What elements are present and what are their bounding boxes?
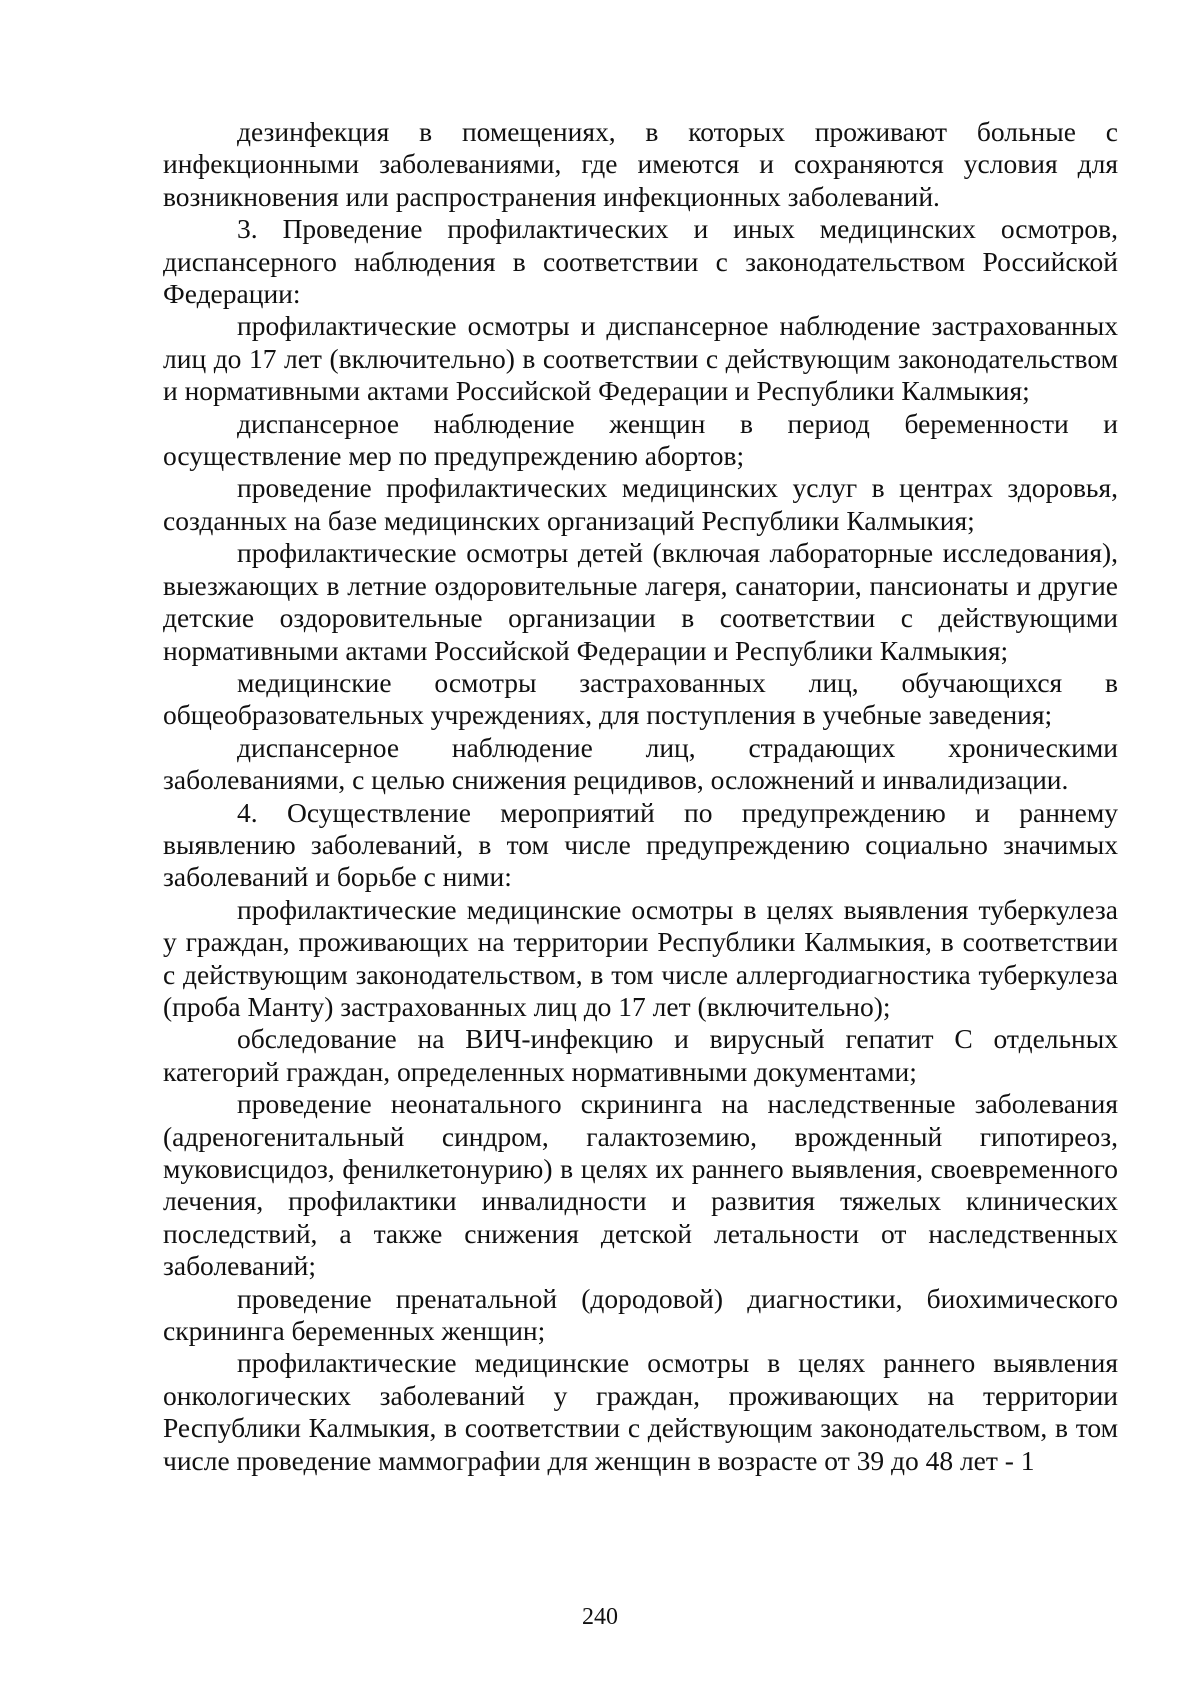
paragraph-prenatal-diagnostics: проведение пренатальной (дородовой) диагностики, биохимического скрининга беременных женщин; [163, 1282, 1118, 1347]
paragraph-oncology-exams: профилактические медицинские осмотры в целях раннего выявления онкологических заболеваний у граждан, проживающих на территории Республики Калмыкия, в соответствии с действующим законодательством, в том числе проведение маммографии для женщин в возрасте от 39 до 48 лет - 1 [163, 1347, 1118, 1476]
paragraph-hiv-hepatitis: обследование на ВИЧ-инфекцию и вирусный гепатит С отдельных категорий граждан, определенных нормативными документами; [163, 1023, 1118, 1087]
paragraph-health-centers: проведение профилактических медицинских услуг в центрах здоровья, созданных на базе медицинских организаций Республики Калмыкия; [163, 472, 1118, 536]
paragraph-section-4-heading: 4. Осуществление мероприятий по предупреждению и раннему выявлению заболеваний, в том числе предупреждению социально значимых заболеваний и борьбе с ними: [163, 796, 1118, 893]
paragraph-pregnancy-observation: диспансерное наблюдение женщин в период беременности и осуществление мер по предупреждению абортов; [163, 407, 1118, 472]
paragraph-children-camps-exams: профилактические осмотры детей (включая лабораторные исследования), выезжающих в летние оздоровительные лагеря, санатории, пансионаты и другие детские оздоровительные организации в соответствии с действующими нормативными актами Российской Федерации и Республики Калмыкия; [163, 537, 1118, 666]
page-number: 240 [582, 1604, 618, 1630]
paragraph-tuberculosis-exams: профилактические медицинские осмотры в целях выявления туберкулеза у граждан, проживающих на территории Республики Калмыкия, в соответствии с действующим законодательством, в том числе аллергодиагностика туберкулеза (проба Манту) застрахованных лиц до 17 лет (включительно); [163, 893, 1118, 1022]
paragraph-disinfection: дезинфекция в помещениях, в которых проживают больные с инфекционными заболеваниями, где имеются и сохраняются условия для возникновения или распространения инфекционных заболеваний. [163, 116, 1118, 212]
paragraph-section-3-heading: 3. Проведение профилактических и иных медицинских осмотров, диспансерного наблюдения в соответствии с законодательством Российской Федерации: [163, 213, 1118, 310]
document-body [163, 116, 1118, 1477]
paragraph-student-exams: медицинские осмотры застрахованных лиц, обучающихся в общеобразовательных учреждениях, для поступления в учебные заведения; [163, 666, 1118, 731]
paragraph-chronic-observation: диспансерное наблюдение лиц, страдающих хроническими заболеваниями, с целью снижения рецидивов, осложнений и инвалидизации. [163, 731, 1118, 796]
paragraph-neonatal-screening: проведение неонатального скрининга на наследственные заболевания (адреногенитальный синдром, галактоземию, врожденный гипотиреоз, муковисцидоз, фенилкетонурию) в целях их раннего выявления, своевременного лечения, профилактики инвалидности и развития тяжелых клинических последствий, а также снижения детской летальности от наследственных заболеваний; [163, 1088, 1118, 1282]
paragraph-preventive-exams-under-17: профилактические осмотры и диспансерное наблюдение застрахованных лиц до 17 лет (включительно) в соответствии с действующим законодательством и нормативными актами Российской Федерации и Республики Калмыкия; [163, 310, 1118, 407]
